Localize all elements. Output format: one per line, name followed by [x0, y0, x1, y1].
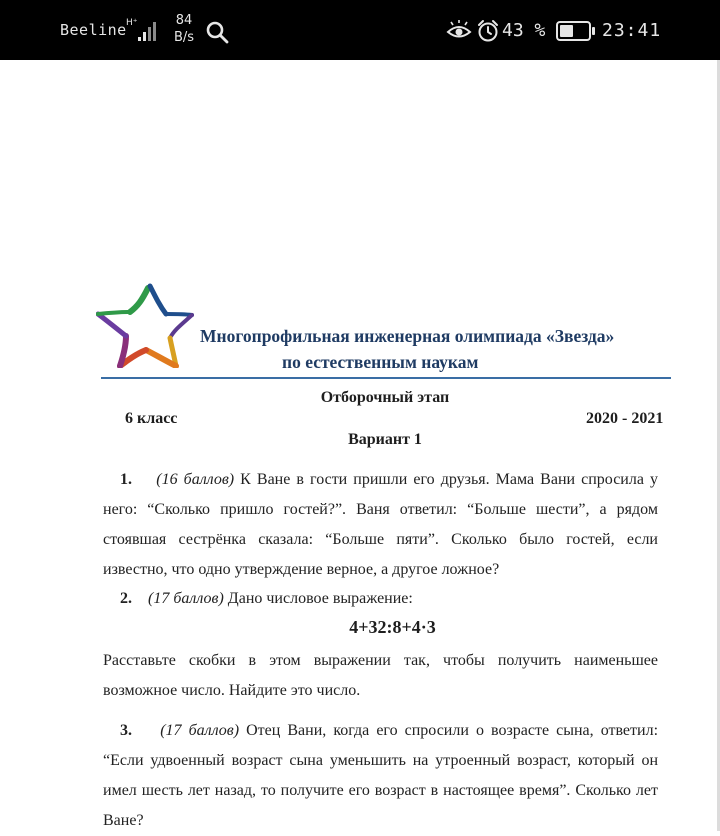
numeric-expression: 4+32:8+4·3: [349, 617, 436, 637]
network-type-label: H⁺: [126, 18, 138, 28]
variant-heading: Вариант 1: [348, 431, 422, 448]
problem-points: (16 баллов): [156, 471, 235, 488]
problem-text: Дано числовое выражение:: [223, 590, 413, 607]
status-bar: [0, 0, 720, 60]
problem-2: [103, 584, 658, 614]
stage-heading: Отборочный этап: [320, 389, 450, 406]
clock: 23:41: [602, 20, 662, 41]
problem-text: Отец Вани, когда его спросили о возрасте сына, ответил: “Если удвоенный возраст сына уменьшить на утроенный возраст, который он имел шесть лет назад, то получите его возраст в настоящее время”. Сколько лет Ване?: [103, 722, 659, 829]
problem-2-instruction: Расставьте скобки в этом выражении так, чтобы получить наименьшее возможное число. Найдите это число.: [103, 652, 658, 699]
olympiad-subtitle: по естественным наукам: [282, 352, 479, 372]
academic-year: 2020 - 2021: [586, 410, 664, 427]
header-divider: [101, 377, 671, 379]
problem-points: (17 баллов): [160, 722, 240, 739]
problem-1: [103, 465, 658, 585]
olympiad-title: Многопрофильная инженерная олимпиада «Звезда»: [200, 326, 615, 346]
battery-icon: [556, 21, 596, 41]
network-speed: [171, 12, 197, 46]
eye-comfort-icon: [446, 20, 472, 42]
speed-value: 84: [175, 13, 193, 28]
speed-unit: B/s: [173, 30, 195, 45]
problem-3: [103, 716, 658, 836]
battery-percent: 43 %: [502, 20, 546, 41]
signal-strength-icon: [126, 16, 160, 42]
problem-number: 1.: [120, 471, 132, 488]
problem-points: (17 баллов): [148, 590, 224, 607]
problem-number: 3.: [120, 722, 132, 739]
star-logo-icon: [96, 282, 194, 368]
carrier-name: Beeline: [60, 21, 127, 39]
search-icon[interactable]: [205, 20, 229, 44]
problem-number: 2.: [120, 590, 132, 607]
problem-text: К Ване в гости пришли его друзья. Мама Вани спросила у него: “Сколько пришло гостей?”. Ваня ответил: “Больше шести”, а рядом стоявшая сестрёнка сказала: “Больше пяти”. Сколько было гостей, если известно, что одно утверждение верное, а другое ложное?: [103, 471, 658, 578]
alarm-clock-icon: [476, 19, 500, 43]
grade-label: 6 класс: [125, 410, 178, 427]
